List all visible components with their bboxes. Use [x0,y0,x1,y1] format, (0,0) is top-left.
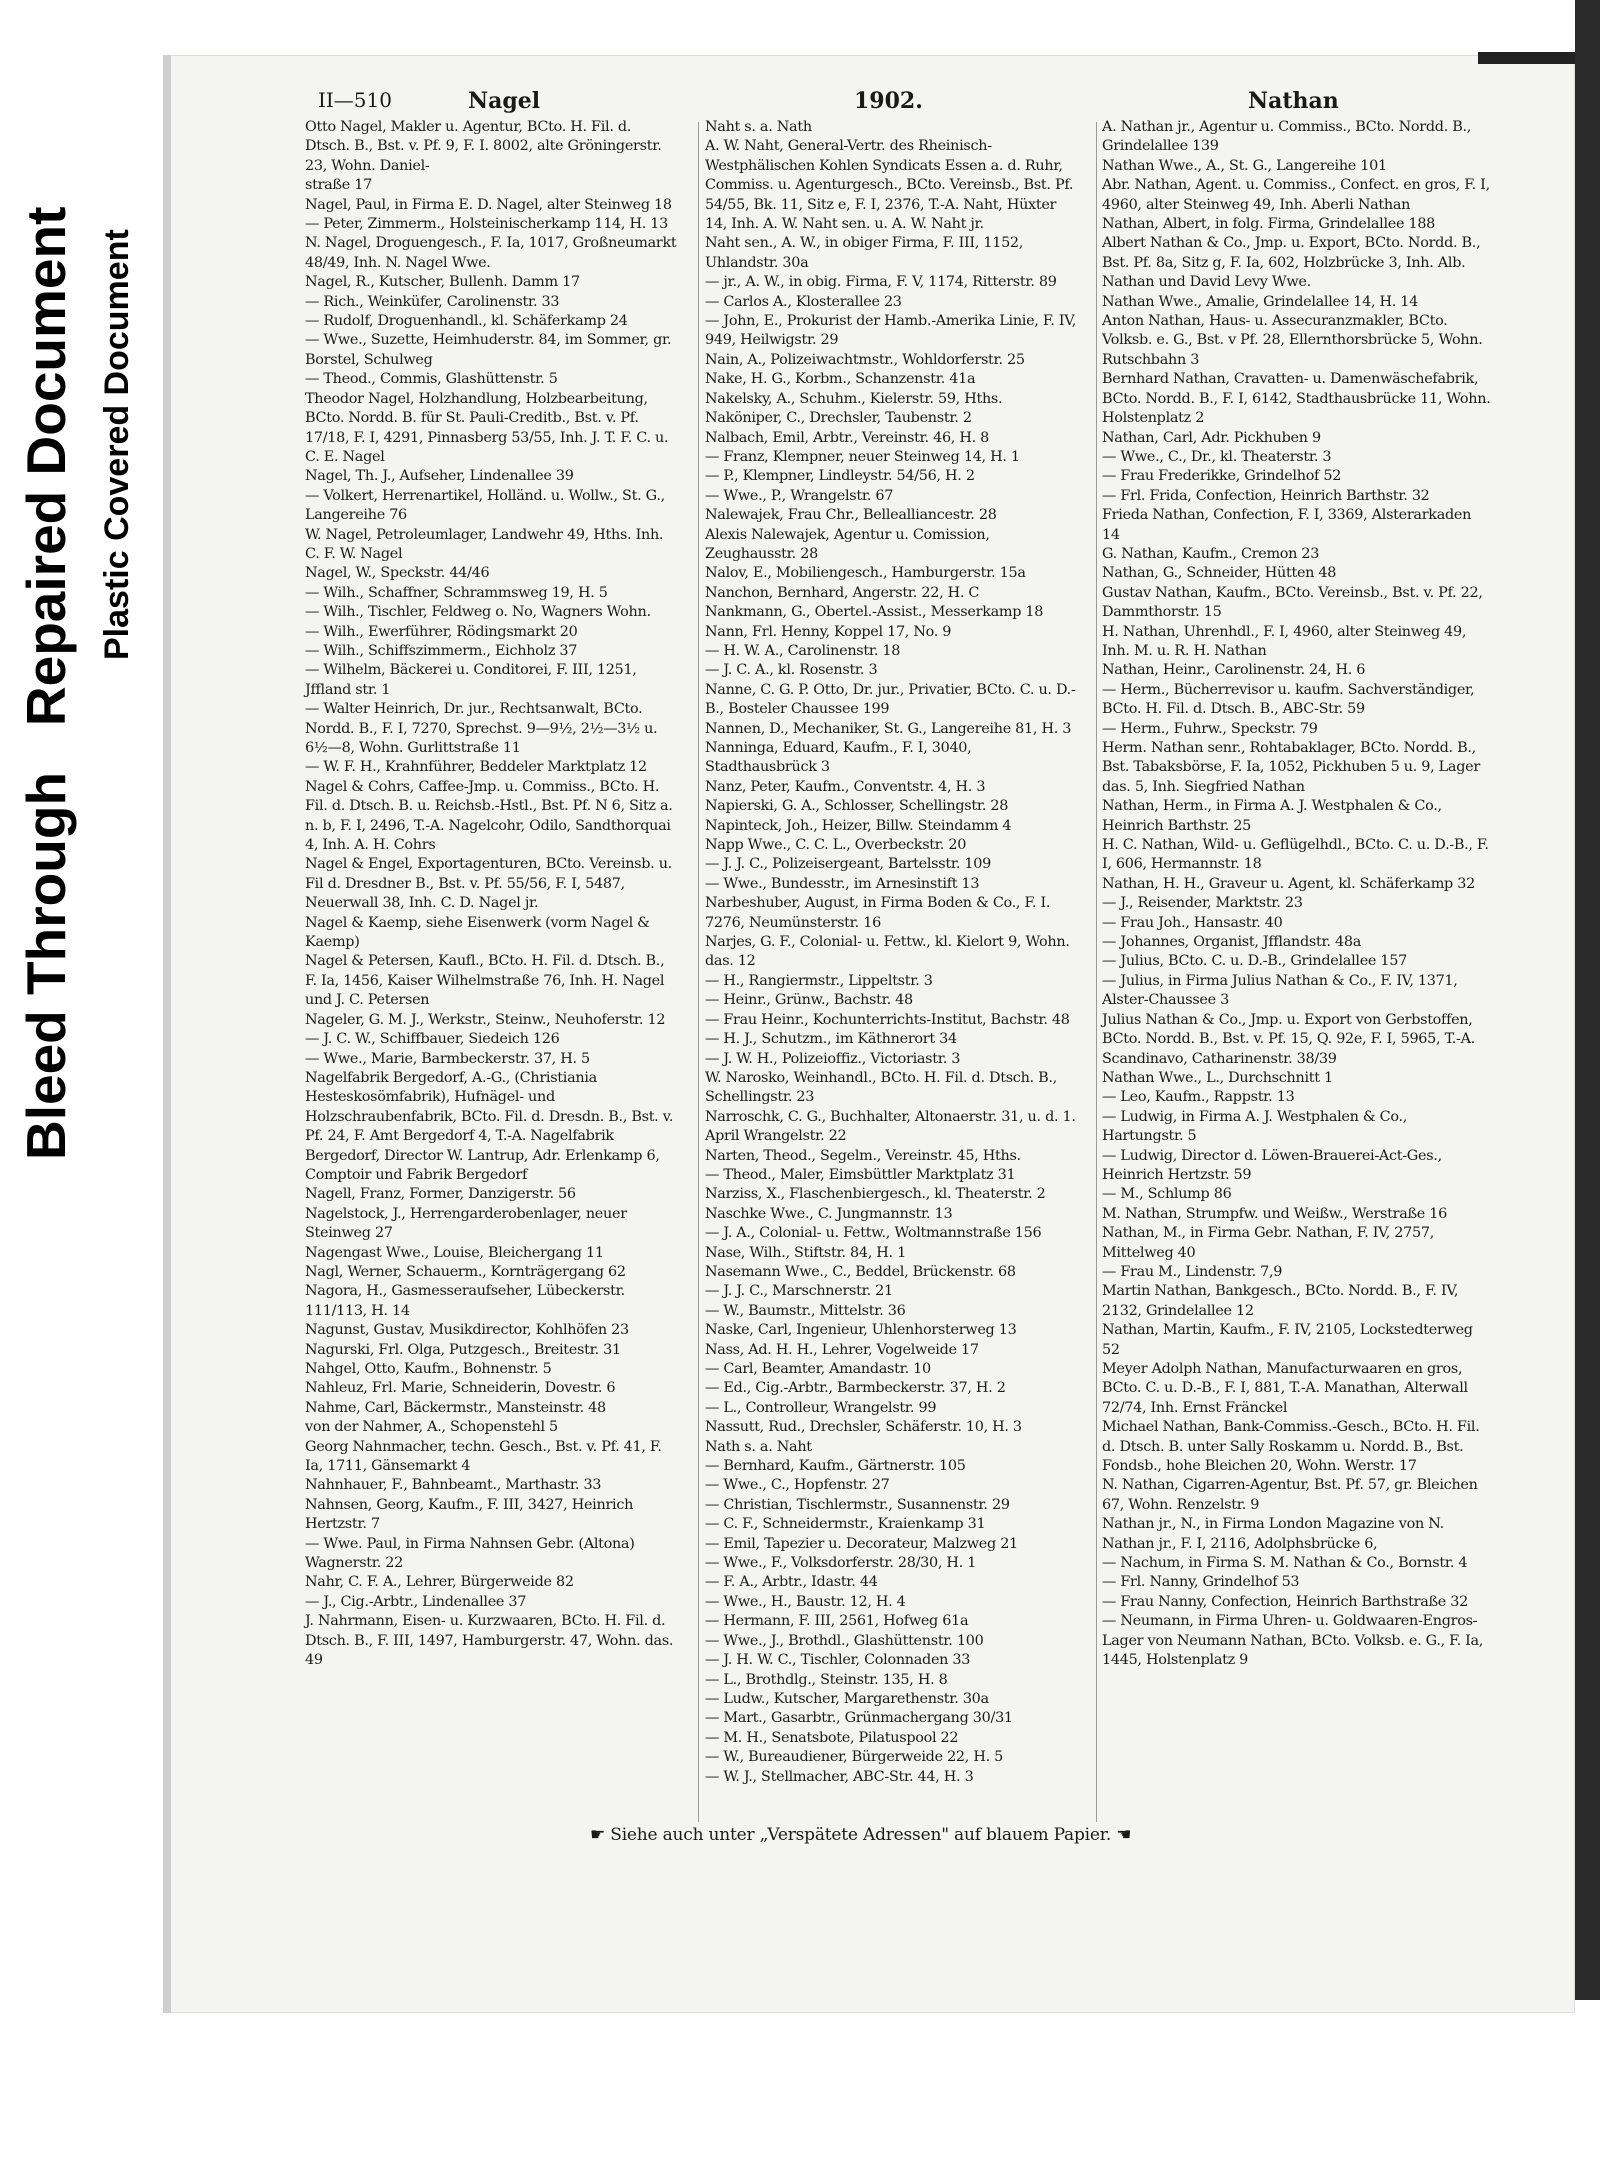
directory-entry: Julius Nathan & Co., Jmp. u. Export von Gerbstoffen, BCto. Nordd. B., Bst. v. Pf. 15, Q. 92e, F. I, 5965, T.-A. Scandinavo, Catharinenstr. 38/39 [1102,1011,1475,1067]
directory-entry: Nassutt, Rud., Drechsler, Schäferstr. 10, H. 3 [705,1419,1022,1436]
directory-entry: Nagel, Th. J., Aufseher, Lindenallee 39 [305,468,574,485]
directory-entry: — Wilhelm, Bäckerei u. Conditorei, F. III, 1251, Jffland str. 1 [305,662,637,698]
directory-entry: Nagel, W., Speckstr. 44/46 [305,565,490,582]
directory-entry: — F. A., Arbtr., Idastr. 44 [705,1574,878,1591]
directory-entry: Nake, H. G., Korbm., Schanzenstr. 41a [705,371,976,388]
directory-entry: von der Nahmer, A., Schopenstehl 5 [305,1419,558,1436]
directory-entry: Nagel & Cohrs, Caffee-Jmp. u. Commiss., BCto. H. Fil. d. Dtsch. B. u. Reichsb.-Hstl., Bst. Pf. N 6, Sitz a. n. b, F. I, 2496, T.-A. Nagelcohr, Odilo, Sandthorquai 4, Inh. A. H. Cohrs [305,778,673,854]
directory-entry: Nagel, Paul, in Firma E. D. Nagel, alter Steinweg 18 [305,196,672,213]
directory-entry: — Frau Heinr., Kochunterrichts-Institut, Bachstr. 48 [705,1011,1070,1028]
directory-entry: — J. J. C., Marschnerstr. 21 [705,1283,893,1300]
directory-entry: Nagurski, Frl. Olga, Putzgesch., Breitestr. 31 [305,1341,621,1358]
directory-entry: A. Nathan jr., Agentur u. Commiss., BCto. Nordd. B., Grindelallee 139 [1102,119,1472,155]
directory-entry: — J. J. C., Polizeisergeant, Bartelsstr. 109 [705,856,991,873]
repaired-document-stamp: Repaired Document [15,206,77,727]
directory-entry: W. Narosko, Weinhandl., BCto. H. Fil. d. Dtsch. B., Schellingstr. 23 [705,1069,1057,1106]
directory-entry: — Ed., Cig.-Arbtr., Barmbeckerstr. 37, H. 2 [705,1380,1006,1397]
directory-entry: — H. W. A., Carolinenstr. 18 [705,642,901,659]
directory-entry: Narjes, G. F., Colonial- u. Fettw., kl. Kielort 9, Wohn. das. 12 [705,934,1070,970]
directory-entry: Nanz, Peter, Kaufm., Conventstr. 4, H. 3 [705,778,986,795]
directory-entry: Nathan Wwe., A., St. G., Langereihe 101 [1102,157,1387,174]
directory-entry: — Rudolf, Droguenhandl., kl. Schäferkamp 24 [305,313,628,330]
directory-entry: — Mart., Gasarbtr., Grünmachergang 30/31 [705,1710,1013,1727]
directory-entry: Nathan Wwe., L., Durchschnitt 1 [1102,1069,1333,1086]
directory-entry: — Frau Frederikke, Grindelhof 52 [1102,468,1342,485]
directory-entry: — Ludwig, in Firma A. J. Westphalen & Co., Hartungstr. 5 [1102,1108,1408,1145]
directory-entry: — Wwe., F., Volksdorferstr. 28/30, H. 1 [705,1555,977,1572]
directory-entry: Narten, Theod., Segelm., Vereinstr. 45, Hths. [705,1147,1021,1164]
page-number: II—510 [318,88,392,112]
column-2 [705,118,1080,1787]
directory-entry: — Herm., Bücherrevisor u. kaufm. Sachverständiger, BCto. H. Fil. d. Dtsch. B., ABC-Str. 59 [1102,681,1475,718]
directory-entry: — C. F., Schneidermstr., Kraienkamp 31 [705,1516,986,1533]
directory-entry: — J. H. W. C., Tischler, Colonnaden 33 [705,1652,971,1669]
directory-entry: — Frl. Nanny, Grindelhof 53 [1102,1574,1300,1591]
column-3 [1102,118,1492,1671]
directory-entry: Nase, Wilh., Stiftstr. 84, H. 1 [705,1244,906,1261]
directory-entry: Nalov, E., Mobiliengesch., Hamburgerstr. 15a [705,565,1026,582]
directory-entry: Nakelsky, A., Schuhm., Kielerstr. 59, Hths. [705,390,1003,407]
directory-entry: Nanchon, Bernhard, Angerstr. 22, H. C [705,584,980,601]
directory-entry: Nanne, C. G. P. Otto, Dr. jur., Privatier, BCto. C. u. D.-B., Bosteler Chaussee 199 [705,681,1076,718]
directory-entry: Gustav Nathan, Kaufm., BCto. Vereinsb., Bst. v. Pf. 22, Dammthorstr. 15 [1102,584,1483,621]
directory-entry: Napinteck, Joh., Heizer, Billw. Steindamm 4 [705,817,1012,834]
directory-entry: — Wilh., Schaffner, Schrammsweg 19, H. 5 [305,584,608,601]
directory-entry: Nanninga, Eduard, Kaufm., F. I, 3040, Stadthausbrück 3 [705,740,972,776]
directory-entry: Nahr, C. F. A., Lehrer, Bürgerweide 82 [305,1574,574,1591]
directory-entry: — W. J., Stellmacher, ABC-Str. 44, H. 3 [705,1768,974,1785]
plastic-covered-stamp: Plastic Covered Document [98,229,136,660]
directory-entry: — Ludwig, Director d. Löwen-Brauerei-Act-Ges., Heinrich Hertzstr. 59 [1102,1147,1442,1183]
directory-entry: Nathan Wwe., Amalie, Grindelallee 14, H. 14 [1102,293,1419,310]
directory-entry: — Ludw., Kutscher, Margarethenstr. 30a [705,1690,989,1707]
directory-entry: — Wwe., C., Dr., kl. Theaterstr. 3 [1102,448,1332,465]
directory-entry: — Heinr., Grünw., Bachstr. 48 [705,992,913,1009]
directory-entry: — Franz, Klempner, neuer Steinweg 14, H. 1 [705,448,1020,465]
page-edge-right [1575,0,1600,2000]
directory-entry: — J., Cig.-Arbtr., Lindenallee 37 [305,1593,527,1610]
directory-entry: — J. C. A., kl. Rosenstr. 3 [705,662,878,679]
column-rule [698,122,699,1822]
directory-entry: — Wwe., J., Brothdl., Glashüttenstr. 100 [705,1632,984,1649]
directory-entry: M. Nathan, Strumpfw. und Weißw., Werstraße 16 [1102,1205,1447,1222]
directory-entry: Nathan, Heinr., Carolinenstr. 24, H. 6 [1102,662,1366,679]
directory-entry: — M., Schlump 86 [1102,1186,1232,1203]
directory-entry: Alexis Nalewajek, Agentur u. Comission, Zeughausstr. 28 [705,526,990,562]
directory-entry: Anton Nathan, Haus- u. Assecuranzmakler, BCto. Volksb. e. G., Bst. v Pf. 28, Ellernthorsbrücke 5, Wohn. Rutschbahn 3 [1102,313,1483,368]
directory-entry: Nagengast Wwe., Louise, Bleichergang 11 [305,1244,604,1261]
directory-entry: Naköniper, C., Drechsler, Taubenstr. 2 [705,410,972,427]
directory-entry: — Frl. Frida, Confection, Heinrich Barthstr. 32 [1102,487,1430,504]
directory-entry: — Wwe., P., Wrangelstr. 67 [705,487,894,504]
directory-entry: Herm. Nathan senr., Rohtabaklager, BCto. Nordd. B., Bst. Tabaksbörse, F. Ia, 1052, Pickhuben 5 u. 9, Lager das. 5, Inh. Siegfried Nathan [1102,740,1480,795]
directory-entry: Nalbach, Emil, Arbtr., Vereinstr. 46, H. 8 [705,429,990,446]
directory-entry: Nath s. a. Naht [705,1438,812,1455]
directory-entry: Theodor Nagel, Holzhandlung, Holzbearbeitung, BCto. Nordd. B. für St. Pauli-Creditb., Bst. v. Pf. 17/18, F. I, 4291, Pinnasberg 53/55, Inh. J. T. F. C. u. C. E. Nagel [305,390,669,465]
directory-entry: Albert Nathan & Co., Jmp. u. Export, BCto. Nordd. B., Bst. Pf. 8a, Sitz g, F. Ia, 602, Holzbrücke 3, Inh. Alb. Nathan und David Levy Wwe. [1102,235,1481,291]
directory-entry: Nathan, Martin, Kaufm., F. IV, 2105, Lockstedterweg 52 [1102,1322,1473,1358]
directory-entry: Nathan, Carl, Adr. Pickhuben 9 [1102,429,1321,446]
directory-entry: — Volkert, Herrenartikel, Holländ. u. Wollw., St. G., Langereihe 76 [305,487,665,524]
directory-entry: Nagora, H., Gasmesseraufseher, Lübeckerstr. 111/113, H. 14 [305,1283,625,1319]
directory-entry: Nahnhauer, F., Bahnbeamt., Marthastr. 33 [305,1477,602,1494]
directory-entry: Nathan, Herm., in Firma A. J. Westphalen & Co., Heinrich Barthstr. 25 [1102,798,1442,834]
directory-entry: — Julius, in Firma Julius Nathan & Co., F. IV, 1371, Alster-Chaussee 3 [1102,972,1458,1009]
directory-entry: Nagell, Franz, Former, Danzigerstr. 56 [305,1186,576,1203]
directory-entry: H. C. Nathan, Wild- u. Geflügelhdl., BCto. C. u. D.-B., F. I, 606, Hermannstr. 18 [1102,837,1489,873]
directory-entry: Nahgel, Otto, Kaufm., Bohnenstr. 5 [305,1361,552,1377]
directory-entry: Nann, Frl. Henny, Koppel 17, No. 9 [705,623,952,640]
directory-entry: G. Nathan, Kaufm., Cremon 23 [1102,545,1320,562]
directory-entry: — Herm., Fuhrw., Speckstr. 79 [1102,720,1318,737]
column-rule [1096,122,1097,1822]
directory-entry: — Carlos A., Klosterallee 23 [705,293,902,310]
directory-entry: Narziss, X., Flaschenbiergesch., kl. Theaterstr. 2 [705,1186,1046,1203]
directory-entry: — H., Rangiermstr., Lippeltstr. 3 [705,972,933,989]
directory-entry: — Nachum, in Firma S. M. Nathan & Co., Bornstr. 4 [1102,1555,1468,1572]
directory-entry: — J., Reisender, Marktstr. 23 [1102,895,1303,912]
directory-entry: N. Nathan, Cigarren-Agentur, Bst. Pf. 57, gr. Bleichen 67, Wohn. Renzelstr. 9 [1102,1477,1478,1513]
directory-entry: Otto Nagel, Makler u. Agentur, BCto. H. Fil. d. Dtsch. B., Bst. v. Pf. 9, F. I. 8002, alte Gröningerstr. 23, Wohn. Daniel- [305,119,662,174]
directory-entry: — Leo, Kaufm., Rappstr. 13 [1102,1089,1295,1106]
directory-entry: — L., Brothdlg., Steinstr. 135, H. 8 [705,1671,948,1688]
footnote: ☛ Siehe auch unter „Verspätete Adressen" auf blauem Papier. ☚ [590,1825,1132,1845]
directory-entry: — J. C. W., Schiffbauer, Siedeich 126 [305,1031,560,1048]
directory-entry: — H. J., Schutzm., im Käthnerort 34 [705,1031,957,1048]
directory-entry: — P., Klempner, Lindleystr. 54/56, H. 2 [705,468,975,485]
directory-entry: Nasemann Wwe., C., Beddel, Brückenstr. 68 [705,1263,1016,1280]
directory-entry: Nathan jr., N., in Firma London Magazine von N. Nathan jr., F. I, 2116, Adolphsbrücke 6, [1102,1516,1444,1552]
directory-entry: Nagel & Kaemp, siehe Eisenwerk (vorm Nagel & Kaemp) [305,914,650,951]
directory-entry: — Christian, Tischlermstr., Susannenstr. 29 [705,1496,1010,1513]
directory-entry: — J. A., Colonial- u. Fettw., Woltmannstraße 156 [705,1225,1042,1242]
directory-entry: Georg Nahnmacher, techn. Gesch., Bst. v. Pf. 41, F. Ia, 1711, Gänsemarkt 4 [305,1438,662,1475]
directory-entry: — Wilh., Schiffszimmerm., Eichholz 37 [305,642,578,659]
directory-entry: — W. F. H., Krahnführer, Beddeler Marktplatz 12 [305,759,647,776]
directory-entry: — Frau Nanny, Confection, Heinrich Barthstraße 32 [1102,1593,1468,1610]
directory-entry: Naht s. a. Nath [705,119,812,135]
directory-entry: — Rich., Weinküfer, Carolinenstr. 33 [305,293,560,310]
directory-entry: — Johannes, Organist, Jfflandstr. 48a [1102,934,1361,951]
column-1 [305,118,680,1671]
directory-entry: — Wwe., Suzette, Heimhuderstr. 84, im Sommer, gr. Borstel, Schulweg [305,332,672,368]
directory-entry: — Theod., Maler, Eimsbüttler Marktplatz 31 [705,1166,1016,1183]
running-head-right: Nathan [1248,88,1339,114]
running-head-left: Nagel [468,88,541,114]
directory-entry: Nain, A., Polizeiwachtmstr., Wohldorferstr. 25 [705,351,1025,368]
directory-entry: Nahleuz, Frl. Marie, Schneiderin, Dovestr. 6 [305,1380,616,1397]
directory-entry: — jr., A. W., in obig. Firma, F. V, 1174, Ritterstr. 89 [705,274,1057,291]
directory-entry: Frieda Nathan, Confection, F. I, 3369, Alsterarkaden 14 [1102,507,1472,543]
directory-entry: Nagel & Petersen, Kaufl., BCto. H. Fil. d. Dtsch. B., F. Ia, 1456, Kaiser Wilhelmstraße 76, Inh. H. Nagel und J. C. Petersen [305,953,665,1009]
directory-entry: A. W. Naht, General-Vertr. des Rheinisch-Westphälischen Kohlen Syndicats Essen a. d. Ruhr, Commiss. u. Agenturgesch., BCto. Vereinsb., Bst. Pf. 54/55, Bk. 11, Sitz e, F. I, 2376, T.-A. Naht, Hüxter 14, Inh. A. W. Naht sen. u. A. W. Naht jr. [705,138,1074,233]
directory-entry: Nagelstock, J., Herrengarderobenlager, neuer Steinweg 27 [305,1205,627,1242]
directory-entry: — Neumann, in Firma Uhren- u. Goldwaaren-Engros-Lager von Neumann Nathan, BCto. Volksb. e. G., F. Ia, 1445, Holstenplatz 9 [1102,1613,1484,1669]
directory-entry: — Walter Heinrich, Dr. jur., Rechtsanwalt, BCto. Nordd. B., F. I, 7270, Sprechst. 9—9½, 2½—3½ u. 6½—8, Wohn. Gurlittstraße 11 [305,701,658,756]
directory-entry: — Bernhard, Kaufm., Gärtnerstr. 105 [705,1458,966,1475]
directory-entry: — W., Bureaudiener, Bürgerweide 22, H. 5 [705,1749,1003,1766]
directory-entry: Nalewajek, Frau Chr., Bellealliancestr. 28 [705,507,997,524]
directory-entry: — Wwe., Marie, Barmbeckerstr. 37, H. 5 [305,1050,590,1067]
directory-entry: Nannen, D., Mechaniker, St. G., Langereihe 81, H. 3 [705,720,1072,737]
directory-entry: Narbeshuber, August, in Firma Boden & Co., F. I. 7276, Neumünsterstr. 16 [705,895,1051,931]
directory-entry: Naht sen., A. W., in obiger Firma, F. III, 1152, Uhlandstr. 30a [705,235,1024,271]
directory-entry: Nathan, M., in Firma Gebr. Nathan, F. IV, 2757, Mittelweg 40 [1102,1225,1434,1261]
directory-entry: — Wwe. Paul, in Firma Nahnsen Gebr. (Altona) Wagnerstr. 22 [305,1535,635,1572]
directory-entry: Bernhard Nathan, Cravatten- u. Damenwäschefabrik, BCto. Nordd. B., F. I, 6142, Stadthausbrücke 11, Wohn. Holstenplatz 2 [1102,371,1491,427]
page-header [318,88,1352,122]
directory-entry: — Wilh., Ewerführer, Rödingsmarkt 20 [305,623,578,640]
page-edge-left [163,55,171,2013]
directory-entry: Nass, Ad. H. H., Lehrer, Vogelweide 17 [705,1341,979,1358]
directory-entry: Nathan, G., Schneider, Hütten 48 [1102,565,1337,582]
directory-entry: W. Nagel, Petroleumlager, Landwehr 49, Hths. Inh. C. F. W. Nagel [305,526,664,562]
directory-entry: — Wwe., C., Hopfenstr. 27 [705,1477,890,1494]
directory-entry: J. Nahrmann, Eisen- u. Kurzwaaren, BCto. H. Fil. d. Dtsch. B., F. III, 1497, Hamburgerstr. 47, Wohn. das. 49 [305,1613,674,1669]
directory-entry: Nagel, R., Kutscher, Bullenh. Damm 17 [305,274,580,291]
directory-entry: — L., Controlleur, Wrangelstr. 99 [705,1399,937,1416]
directory-entry: — Wilh., Tischler, Feldweg o. No, Wagners Wohn. [305,604,651,621]
directory-entry: Naske, Carl, Ingenieur, Uhlenhorsterweg 13 [705,1322,1017,1339]
directory-entry: Nathan, Albert, in folg. Firma, Grindelallee 188 [1102,216,1436,233]
directory-entry: Nahme, Carl, Bäckermstr., Mansteinstr. 48 [305,1399,606,1416]
directory-entry: — Julius, BCto. C. u. D.-B., Grindelallee 157 [1102,953,1407,970]
directory-entry: N. Nagel, Droguengesch., F. Ia, 1017, Großneumarkt 48/49, Inh. N. Nagel Wwe. [305,235,677,271]
directory-entry: — M. H., Senatsbote, Pilatuspool 22 [705,1729,959,1746]
directory-entry: Nankmann, G., Obertel.-Assist., Messerkamp 18 [705,604,1044,621]
directory-entry: Nathan, H. H., Graveur u. Agent, kl. Schäferkamp 32 [1102,875,1475,892]
bleed-through-stamp: Bleed Through Repaired Document [15,206,77,1160]
directory-entry: Nagel & Engel, Exportagenturen, BCto. Vereinsb. u. Fil d. Dresdner B., Bst. v. Pf. 55/56, F. I, 5487, Neuerwall 38, Inh. C. D. Nagel jr. [305,856,672,912]
directory-entry: Meyer Adolph Nathan, Manufacturwaaren en gros, BCto. C. u. D.-B., F. I, 881, T.-A. Manathan, Alterwall 72/74, Inh. Ernst Fränckel [1102,1361,1468,1416]
directory-entry: — Frau M., Lindenstr. 7,9 [1102,1263,1283,1280]
directory-entry: — Wwe., Bundesstr., im Arnesinstift 13 [705,875,980,892]
directory-entry: — Wwe., H., Baustr. 12, H. 4 [705,1593,906,1610]
directory-entry: Nagelfabrik Bergedorf, A.-G., (Christiania Hesteskosömfabrik), Hufnägel- und Holzschraubenfabrik, BCto. Fil. d. Dresdn. B., Bst. v. Pf. 24, F. Amt Bergedorf 4, T.-A. Nagelfabrik Bergedorf, Director W. Lantrup, Adr. Erlenkamp 6, Comptoir und Fabrik Bergedorf [305,1069,674,1183]
directory-entry: — Theod., Commis, Glashüttenstr. 5 [305,371,558,388]
directory-entry: Nagunst, Gustav, Musikdirector, Kohlhöfen 23 [305,1322,629,1339]
directory-entry: — Carl, Beamter, Amandastr. 10 [705,1361,931,1377]
directory-entry: — Emil, Tapezier u. Decorateur, Malzweg 21 [705,1535,1018,1552]
directory-entry: Napp Wwe., C. C. L., Overbeckstr. 20 [705,837,967,854]
directory-entry: Abr. Nathan, Agent. u. Commiss., Confect. en gros, F. I, 4960, alter Steinweg 49, Inh. Aberli Nathan [1102,177,1490,213]
directory-entry: Naschke Wwe., C. Jungmannstr. 13 [705,1205,953,1222]
year-label: 1902. [854,88,923,114]
directory-entry: — John, E., Prokurist der Hamb.-Amerika Linie, F. IV, 949, Heilwigstr. 29 [705,313,1077,349]
directory-entry: — W., Baumstr., Mittelstr. 36 [705,1302,906,1319]
directory-entry: Nahnsen, Georg, Kaufm., F. III, 3427, Heinrich Hertzstr. 7 [305,1496,634,1533]
directory-entry: H. Nathan, Uhrenhdl., F. I, 4960, alter Steinweg 49, Inh. M. u. R. H. Nathan [1102,623,1467,659]
directory-entry: straße 17 [305,177,372,194]
directory-entry: Martin Nathan, Bankgesch., BCto. Nordd. B., F. IV, 2132, Grindelallee 12 [1102,1283,1459,1319]
directory-entry: Michael Nathan, Bank-Commiss.-Gesch., BCto. H. Fil. d. Dtsch. B. unter Sally Roskamm u. Nordd. B., Bst. Fondsb., hohe Bleichen 20, Wohn. Werstr. 17 [1102,1419,1480,1475]
directory-entry: — Peter, Zimmerm., Holsteinischerkamp 114, H. 13 [305,216,668,233]
directory-entry: Napierski, G. A., Schlosser, Schellingstr. 28 [705,798,1009,815]
directory-entry: — J. W. H., Polizeioffiz., Victoriastr. 3 [705,1050,961,1067]
directory-entry: Nagl, Werner, Schauerm., Kornträgergang 62 [305,1263,626,1280]
directory-entry: Nageler, G. M. J., Werkstr., Steinw., Neuhoferstr. 12 [305,1011,666,1028]
directory-entry: — Hermann, F. III, 2561, Hofweg 61a [705,1613,969,1630]
directory-entry: Narroschk, C. G., Buchhalter, Altonaerstr. 31, u. d. 1. April Wrangelstr. 22 [705,1108,1076,1145]
directory-entry: — Frau Joh., Hansastr. 40 [1102,914,1283,931]
